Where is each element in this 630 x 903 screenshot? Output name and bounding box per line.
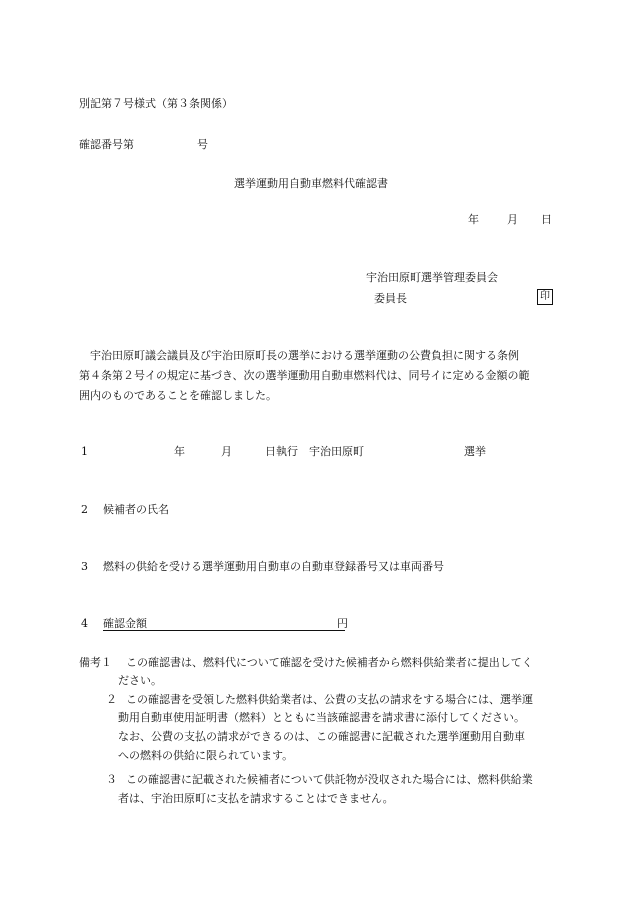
- body-line: 宇治田原町議会議員及び宇治田原町長の選挙における選挙運動の公費負担に関する条例: [79, 349, 519, 362]
- note-3-continuation: 者は、宇治田原町に支払を請求することはできません。: [118, 792, 394, 805]
- item-2-candidate-name-label: 候補者の氏名: [103, 503, 169, 516]
- item-1-month-label: 月: [221, 445, 232, 458]
- note-3-number: ３: [106, 773, 117, 786]
- item-3-number: 3: [81, 560, 88, 573]
- date-day-label: 日: [541, 213, 552, 226]
- item-1-execution-label: 日執行 宇治田原町: [265, 445, 364, 458]
- issuer-chairman: 委員長: [374, 292, 407, 305]
- notes-heading: 備考１: [79, 656, 112, 669]
- item-4-number: 4: [81, 617, 88, 630]
- note-2-text: この確認書を受領した燃料供給業者は、公費の支払の請求をする場合には、選挙運: [126, 693, 533, 706]
- item-1-number: 1: [81, 445, 88, 458]
- note-2-number: ２: [106, 693, 117, 706]
- body-line: 第４条第２号イの規定に基づき、次の選挙運動用自動車燃料代は、同号イに定める金額の範: [79, 369, 530, 382]
- item-1-election-label: 選挙: [464, 445, 486, 458]
- body-paragraph: [79, 346, 554, 406]
- date-year-label: 年: [468, 213, 479, 226]
- item-2-number: 2: [81, 503, 88, 516]
- item-3-vehicle-number-label: 燃料の供給を受ける選挙運動用自動車の自動車登録番号又は車両番号: [103, 560, 444, 573]
- item-4-currency-unit: 円: [337, 617, 348, 630]
- issuer-committee: 宇治田原町選挙管理委員会: [366, 271, 498, 284]
- document-title: 選挙運動用自動車燃料代確認書: [234, 177, 388, 190]
- note-2-continuation: への燃料の供給に限られています。: [118, 749, 294, 762]
- note-1-continuation: ださい。: [118, 674, 162, 687]
- item-1-year-label: 年: [174, 445, 185, 458]
- item-4-amount-label: 確認金額: [103, 617, 147, 630]
- body-line: 囲内のものであることを確認しました。: [79, 389, 277, 402]
- seal-box: 印: [537, 289, 553, 305]
- note-2-continuation: なお、公費の支払の請求ができるのは、この確認書に記載された選挙運動用自動車: [118, 730, 525, 743]
- note-2-continuation: 動用自動車使用証明書（燃料）とともに当該確認書を請求書に添付してください。: [118, 711, 525, 724]
- confirmation-number-prefix: 確認番号第: [79, 138, 134, 151]
- note-1-text: この確認書は、燃料代について確認を受けた候補者から燃料供給業者に提出してく: [126, 656, 533, 669]
- confirmation-number-suffix: 号: [197, 138, 208, 151]
- amount-underline: [103, 630, 345, 631]
- form-label: 別記第７号様式（第３条関係）: [79, 97, 233, 110]
- note-3-text: この確認書に記載された候補者について供託物が没収された場合には、燃料供給業: [126, 773, 533, 786]
- date-month-label: 月: [507, 213, 518, 226]
